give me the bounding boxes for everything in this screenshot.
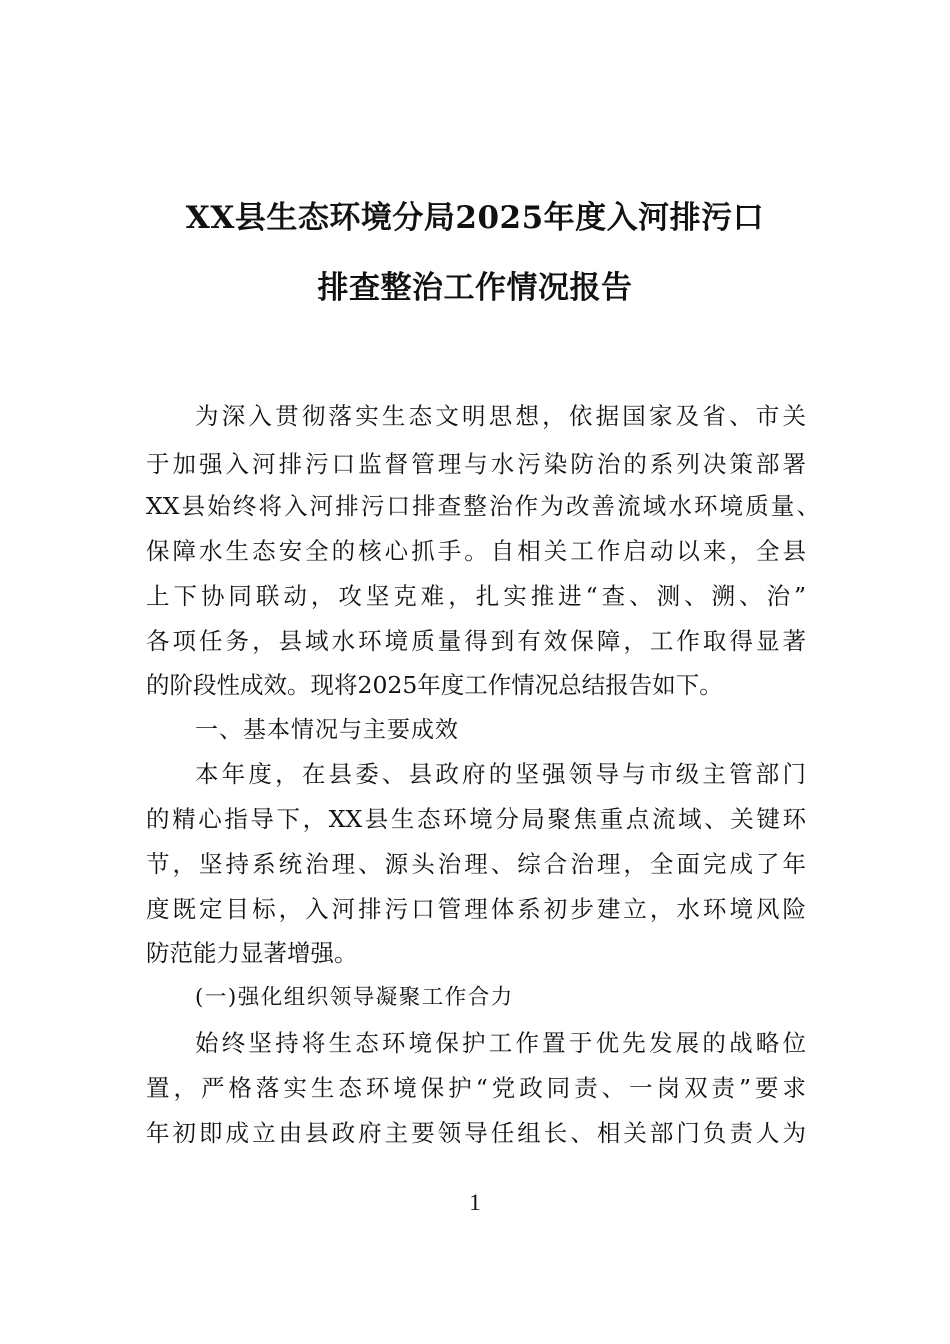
intro-line-2: 于加强入河排污口监督管理与水污染防治的系列决策部署 [146, 450, 806, 478]
intro-line-6: 各项任务，县域水环境质量得到有效保障，工作取得显著 [146, 627, 806, 655]
intro-line-1: 为深入贯彻落实生态文明思想，依据国家及省、市关 [195, 402, 806, 430]
section1-line-1: 本年度，在县委、县政府的坚强领导与市级主管部门 [195, 760, 806, 788]
intro-line-3: XX县始终将入河排污口排查整治作为改善流域水环境质量、 [146, 492, 820, 520]
section1-line-5: 防范能力显著增强。 [146, 939, 358, 967]
document-title-line-1: XX县生态环境分局2025年度入河排污口 [185, 200, 765, 236]
subsection1-line-3: 年初即成立由县政府主要领导任组长、相关部门负责人为 [146, 1119, 806, 1147]
intro-line-4: 保障水生态安全的核心抓手。自相关工作启动以来，全县 [146, 537, 806, 565]
section1-line-2: 的精心指导下，XX县生态环境分局聚焦重点流域、关键环 [146, 805, 806, 833]
subsection1-line-2: 置，严格落实生态环境保护“党政同责、一岗双责”要求 [146, 1074, 806, 1102]
section1-line-4: 度既定目标，入河排污口管理体系初步建立，水环境风险 [146, 895, 806, 923]
subsection-heading-1: (一)强化组织领导凝聚工作合力 [195, 985, 514, 1010]
page-number: 1 [469, 1190, 481, 1215]
section1-line-3: 节，坚持系统治理、源头治理、综合治理，全面完成了年 [146, 850, 806, 878]
document-title-line-2: 排查整治工作情况报告 [317, 270, 633, 306]
subsection1-line-1: 始终坚持将生态环境保护工作置于优先发展的战略位 [195, 1029, 806, 1057]
intro-line-5: 上下协同联动，攻坚克难，扎实推进“查、测、溯、治” [146, 582, 806, 610]
intro-line-7: 的阶段性成效。现将2025年度工作情况总结报告如下。 [146, 671, 723, 699]
section-heading-1: 一、基本情况与主要成效 [195, 717, 459, 743]
